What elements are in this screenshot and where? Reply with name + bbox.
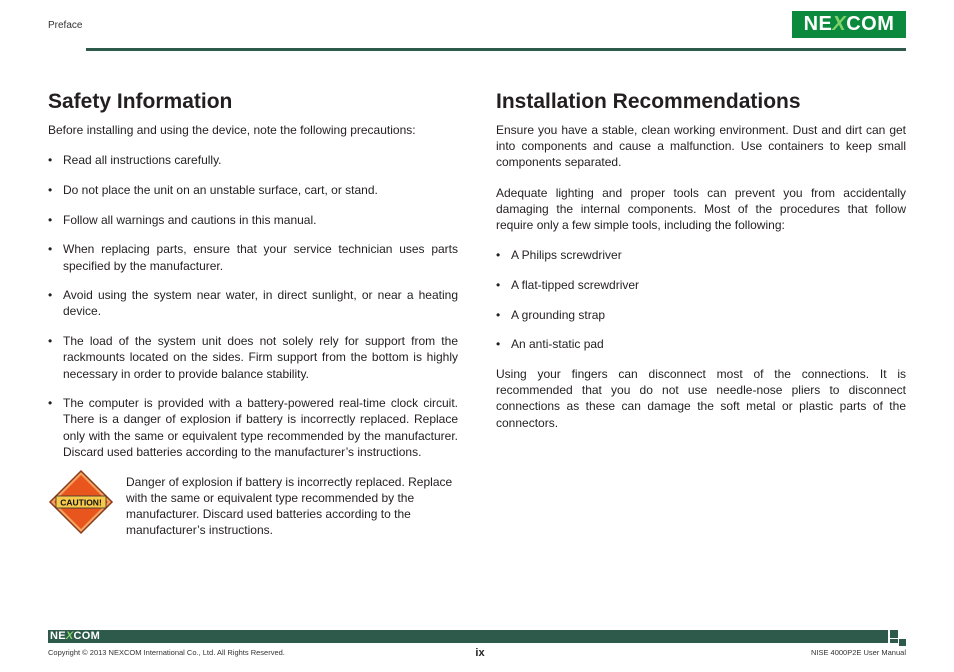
installation-para-2: Adequate lighting and proper tools can prevent you from accidentally damaging the internal components. Most of the procedures that follow require only a few simple tools, including the following: (496, 185, 906, 233)
svg-text:CAUTION!: CAUTION! (60, 497, 102, 508)
safety-intro: Before installing and using the device, note the following precautions: (48, 123, 416, 137)
logo-part2: COM (846, 13, 895, 35)
caution-icon (48, 469, 114, 535)
installation-para-3: Using your fingers can disconnect most of the connections. It is recommended that you do not use needle-nose pliers to disconnect connections as these can damage the soft metal or plastic parts of the connectors. (496, 367, 906, 430)
list-item: • An anti-static pad (496, 337, 604, 352)
list-item: • Follow all warnings and cautions in this manual. (48, 212, 317, 227)
copyright-text: Copyright © 2013 NEXCOM International Co., Ltd. All Rights Reserved. (48, 648, 285, 657)
manual-name: NISE 4000P2E User Manual (810, 648, 906, 657)
installation-para-1: Ensure you have a stable, clean working environment. Dust and dirt can get into components and cause a malfunction. Use containers to keep small components separated. (496, 123, 906, 170)
tools-list (496, 247, 906, 352)
list-item: • A Philips screwdriver (496, 248, 622, 263)
page-number: ix (475, 647, 485, 659)
list-item: • A grounding strap (496, 307, 606, 322)
safety-section (48, 90, 458, 538)
safety-title: Safety Information (48, 90, 233, 113)
installation-title: Installation Recommendations (496, 90, 801, 113)
nexcom-logo (792, 11, 906, 38)
installation-section (496, 90, 906, 445)
list-item: • Read all instructions carefully. (48, 153, 222, 168)
logo-part1: NE (803, 13, 833, 35)
list-item: • When replacing parts, ensure that your service technician uses parts specified by the manufacturer. (48, 242, 458, 273)
safety-list (48, 152, 458, 460)
list-item: • A flat-tipped screwdriver (496, 277, 640, 292)
footer-logo: NEXCOM (50, 630, 101, 642)
list-item: • Avoid using the system near water, in direct sunlight, or near a heating device. (48, 288, 458, 319)
caution-text: Danger of explosion if battery is incorrectly replaced. Replace with the same or equivalent type recommended by the manufacturer. Discard used batteries according to the manufacturer’s instructions. (126, 474, 453, 538)
caution-note (48, 474, 458, 539)
header-rule (86, 48, 906, 51)
list-item: • Do not place the unit on an unstable surface, cart, or stand. (48, 182, 378, 197)
footer-bar (48, 630, 888, 643)
list-item: • The computer is provided with a battery-powered real-time clock circuit. There is a danger of explosion if battery is incorrectly replaced. Replace only with the same or equivalent type recommended by the manufacturer. Discard used batteries according to the manufacturer’s instructions. (48, 396, 458, 459)
header-section-label: Preface (48, 20, 83, 31)
logo-x: X (832, 13, 847, 35)
list-item: • The load of the system unit does not solely rely for support from the rackmounts located on the sides. Firm support from the bottom is highly necessary in order to provide balance stability. (48, 334, 458, 381)
